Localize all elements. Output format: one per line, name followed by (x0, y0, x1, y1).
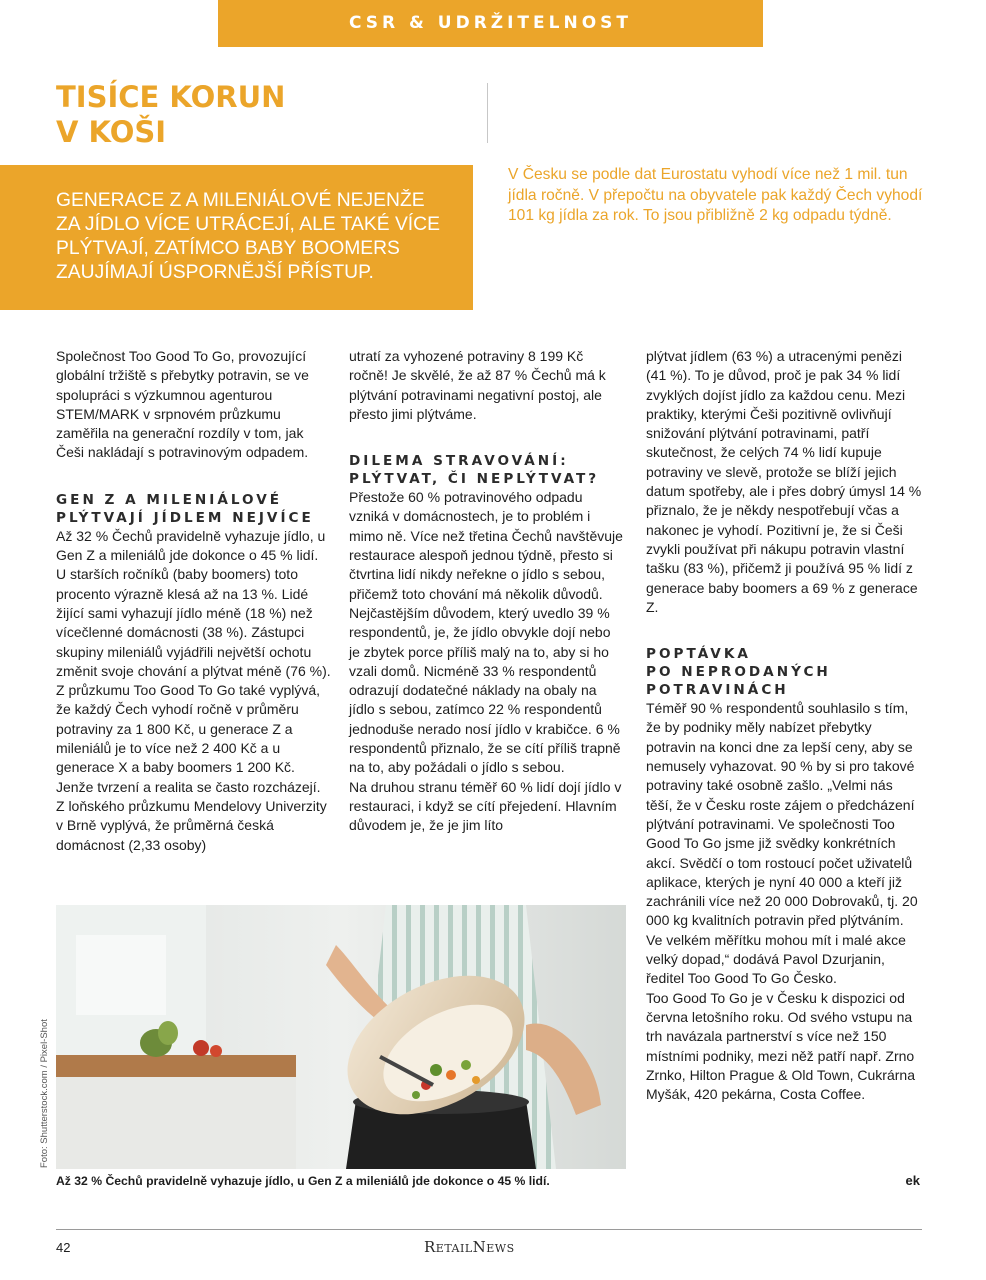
paragraph: Too Good To Go je v Česku k dispozici od června letošního roku. Od svého vstupu na trh navázala partnerství s více než 150 místními podniky, mezi něž patří např. Zrno Zrnko, Hilton Prague & Old Town, Cukrárna Myšák, 420 pekárna, Costa Coffee. (646, 989, 915, 1103)
author-signature: ek (905, 1173, 920, 1188)
lead-box (0, 165, 473, 310)
food-waste-illustration (56, 905, 626, 1169)
paragraph: Až 32 % Čechů pravidelně vyhazuje jídlo, u Gen Z a mileniálů jde dokonce o 45 % lidí. U starších ročníků (baby boomers) toto procento výrazně klesá až na 13 %. Lidé žijící sami vyhazují jídlo méně (18 %) než vícečlenné domácnosti (38 %). Zástupci skupiny mileniálů vyjádřili největší ochotu změnit svoje chování a plýtvat méně (76 %). (56, 527, 331, 679)
article-photo (56, 905, 626, 1169)
subheading-line: PLÝTVAJÍ JÍDLEM NEJVÍCE (56, 509, 314, 526)
subheading (646, 645, 922, 699)
subheading-line: POTRAVINÁCH (646, 682, 789, 699)
intro-text: V Česku se podle dat Eurostatu vyhodí více než 1 mil. tun jídla ročně. V přepočtu na obyvatele pak každý Čech vyhodí 101 kg jídla za rok. To jsou přibližně 2 kg odpadu týdně. (508, 166, 923, 224)
subheading-line: DILEMA STRAVOVÁNÍ: (349, 453, 569, 470)
footer-divider (56, 1229, 922, 1230)
paragraph: plýtvat jídlem (63 %) a utracenými penězi (41 %). To je důvod, proč je pak 34 % lidí zvyklých dojíst jídlo za každou cenu. Mezi praktiky, kterými Češi pozitivně ovlivňují snižování plýtvání potravinami, patří skutečnost, že celých 74 % lidí kupuje potraviny ve slevě, protože se blíží jejich datum spotřeby, ale i přes dobrý úmysl 14 % přiznalo, že je někdy nespotřebují včas a nakonec je vyhodí. Pozitivní je, že si Češi zvykli používat při nákupu potravin vlastní tašku (83 %), přičemž ji používá 95 % lidí z generace baby boomers a 69 % z generace Z. (646, 348, 922, 615)
column-2 (349, 347, 625, 836)
photo-caption: Až 32 % Čechů pravidelně vyhazuje jídlo, u Gen Z a mileniálů jde dokonce o 45 % lidí. (56, 1174, 550, 1188)
title-divider (487, 83, 488, 143)
paragraph: Na druhou stranu téměř 60 % lidí dojí jídlo v restauraci, i když se cítí přejedení. Hlavním důvodem je, že je jim líto (349, 778, 622, 834)
section-label: CSR & UDRŽITELNOST (218, 0, 763, 47)
paragraph: utratí za vyhozené potraviny 8 199 Kč ročně! Je skvělé, že až 87 % Čechů má k plýtvání potravinami negativní postoj, ale přesto jimi plýtváme. (349, 348, 606, 422)
page-number: 42 (56, 1240, 71, 1255)
column-3 (646, 347, 922, 1104)
paragraph: Společnost Too Good To Go, provozující globální tržiště s přebytky potravin, se ve spolupráci s výzkumnou agenturou STEM/MARK v srpnovém průzkumu zaměřila na generační rozdíly v tom, jak Češi nakládají s potravinovým odpadem. (56, 348, 309, 461)
subheading (56, 491, 332, 527)
subheading-line: PO NEPRODANÝCH (646, 664, 831, 681)
lead-text: GENERACE Z A MILENIÁLOVÉ NEJENŽE ZA JÍDLO VÍCE UTRÁCEJÍ, ALE TAKÉ VÍCE PLÝTVAJÍ, ZATÍMCO BABY BOOMERS ZAUJÍMAJÍ ÚSPORNĚJŠÍ PŘÍSTUP. (56, 190, 440, 283)
photo-credit: Foto: Shutterstock.com / Pixel-Shot (39, 1019, 50, 1168)
article-title-line: TISÍCE KORUN (56, 80, 286, 114)
subheading-line: PLÝTVAT, ČI NEPLÝTVAT? (349, 471, 600, 488)
article-title (56, 80, 476, 150)
subheading (349, 452, 625, 488)
paragraph: Téměř 90 % respondentů souhlasilo s tím, že by podniky měly nabízet přebytky potravin na konci dne za lepší ceny, aby se nemusely vyhazovat. 90 % by si pro takové potraviny také osobně zašlo. „Velmi nás těší, že v Česku roste zájem o předcházení plýtvání potravinami. Ve společnosti Too Good To Go jsme již svědky konkrétních akcí. Svědčí o tom rostoucí počet uživatelů aplikace, kterých je nyní 40 000 a kteří již zachránili více než 20 000 Dobrovaků, tj. 20 000 kg kvalitních potravin před plýtváním. Ve velkém měřítku mohou mít i malé akce velký dopad,“ dodává Pavol Dzurjanin, ředitel Too Good To Go Česko. (646, 700, 918, 987)
article-title-line: V KOŠI (56, 115, 167, 149)
paragraph: Z průzkumu Too Good To Go také vyplývá, že každý Čech vyhodí ročně v průměru potraviny za 1 800 Kč, u generace Z a mileniálů je to více než 2 400 Kč a u generace X a baby boomers 1 200 Kč. Jenže tvrzení a realita se často rozcházejí. Z loňského průzkumu Mendelovy Univerzity v Brně vyplývá, že průměrná česká domácnost (2,33 osoby) (56, 682, 327, 853)
column-1 (56, 347, 332, 855)
subheading-line: POPTÁVKA (646, 646, 751, 663)
paragraph: Přestože 60 % potravinového odpadu vzniká v domácnostech, je to problém i mimo ně. Více než třetina Čechů navštěvuje restaurace alespoň jednou týdně, přesto si čtvrtina lidí nikdy neřekne o jídlo s sebou, přičemž toto chování má několik důvodů. Nejčastějším důvodem, který uvedlo 39 % respondentů, je, že jídlo obvykle dojí nebo je zbytek porce příliš malý na to, aby si ho vzali domů. Nicméně 33 % respondentů odrazují dodatečné náklady na obaly na jídlo s sebou, zatímco 22 % respondentů jednoduše nerado nosí jídlo v krabičce. 6 % respondentů přiznalo, že se cítí příliš trapně na to, aby požádali o jídlo s sebou. (349, 489, 623, 776)
subheading-line: GEN Z A MILENIÁLOVÉ (56, 491, 283, 508)
publication-logo: RetailNews (424, 1238, 515, 1256)
